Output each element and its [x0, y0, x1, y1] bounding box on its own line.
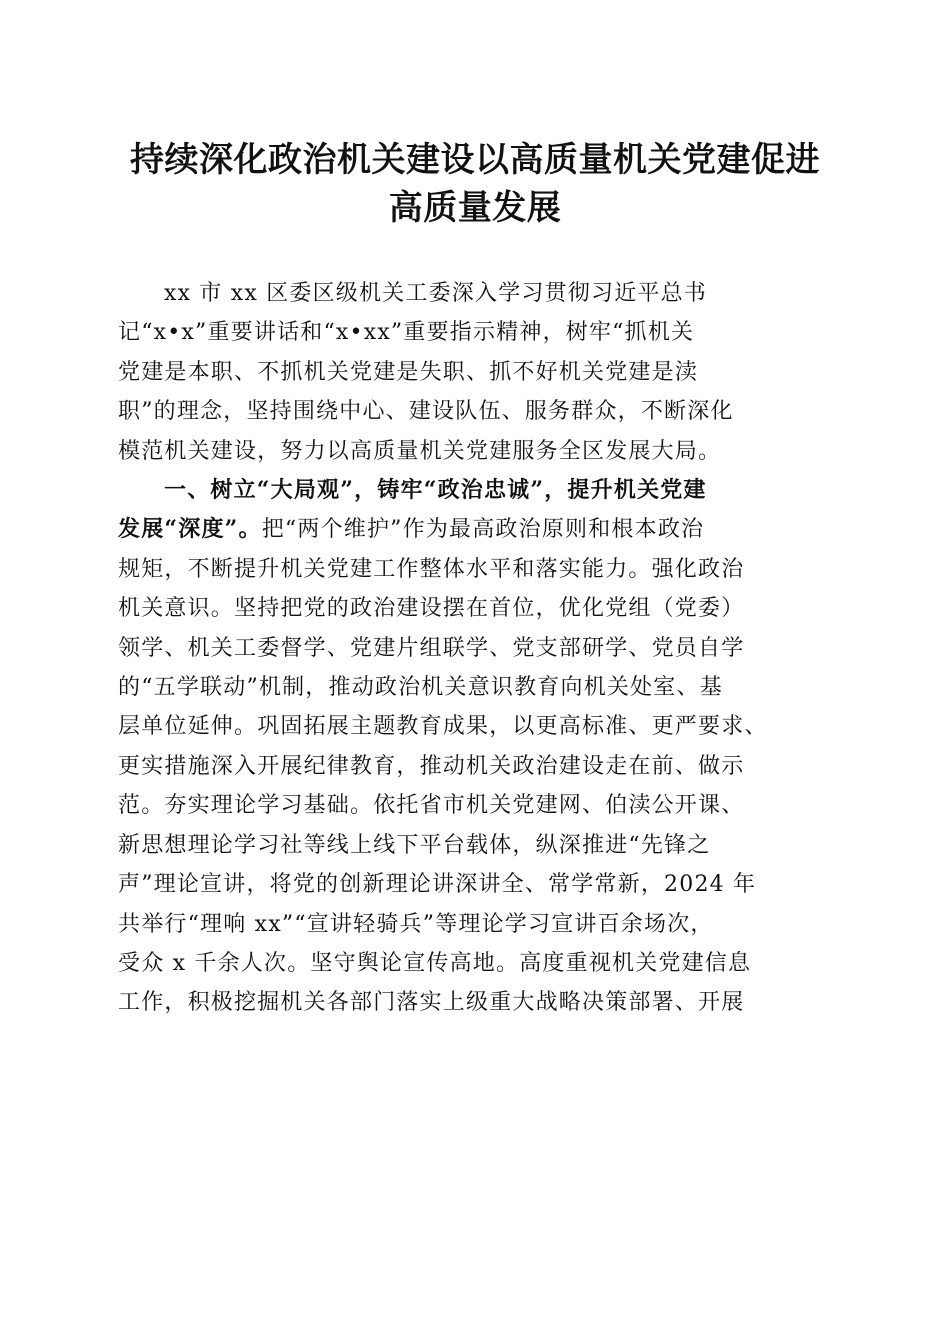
section-1-heading-line-2: 发展“深度”。	[118, 516, 262, 543]
intro-line-3: 党建是本职、不抓机关党建是失职、抓不好机关党建是渎	[118, 359, 699, 385]
section-1-line: 机关意识。坚持把党的政治建设摆在首位，优化党组（党委）	[118, 596, 745, 622]
section-1-line-2	[118, 510, 834, 549]
section-1-paragraph	[118, 471, 834, 1023]
intro-paragraph	[118, 274, 834, 471]
section-1-line: 共举行“理响 xx”“宣讲轻骑兵”等理论学习宣讲百余场次，	[118, 911, 714, 937]
section-1-line: 规矩，不断提升机关党建工作整体水平和落实能力。强化政治	[118, 556, 745, 582]
section-1-line: 层单位延伸。巩固拓展主题教育成果，以更高标准、更严要求、	[118, 714, 768, 740]
section-1-line: 新思想理论学习社等线上线下平台载体，纵深推进“先锋之	[118, 832, 711, 858]
section-1-line: 更实措施深入开展纪律教育，推动机关政治建设走在前、做示	[118, 753, 745, 779]
section-1-line: 的“五学联动”机制，推动政治机关意识教育向机关处室、基	[118, 675, 723, 701]
intro-line-1: xx 市 xx 区委区级机关工委深入学习贯彻习近平总书	[164, 281, 708, 306]
intro-line-4: 职”的理念，坚持围绕中心、建设队伍、服务群众，不断深化	[118, 399, 734, 425]
title-line-2: 高质量发展	[388, 188, 562, 228]
section-1-line: 范。夯实理论学习基础。依托省市机关党建网、伯渎公开课、	[118, 793, 745, 819]
section-1-line: 领学、机关工委督学、党建片组联学、党支部研学、党员自学	[118, 635, 745, 661]
intro-line-2: 记“x•x”重要讲话和“x•xx”重要指示精神，树牢“抓机关	[118, 320, 695, 346]
section-1-line: 受众 x 千余人次。坚守舆论宣传高地。高度重视机关党建信息	[118, 950, 752, 976]
title-line-1: 持续深化政治机关建设以高质量机关党建促进	[130, 140, 820, 180]
section-1-line: 工作，积极挖掘机关各部门落实上级重大战略决策部署、开展	[118, 990, 745, 1016]
section-1-line-2-rest: 把“两个维护”作为最高政治原则和根本政治	[261, 517, 705, 543]
document-body	[118, 274, 834, 1023]
intro-line-5: 模范机关建设，努力以高质量机关党建服务全区发展大局。	[118, 438, 722, 464]
section-1-line: 声”理论宣讲，将党的创新理论讲深讲全、常学常新，2024 年	[118, 872, 757, 898]
document-title	[110, 136, 840, 232]
section-1-heading-line-1: 一、树立“大局观”，铸牢“政治忠诚”，提升机关党建	[164, 477, 707, 504]
